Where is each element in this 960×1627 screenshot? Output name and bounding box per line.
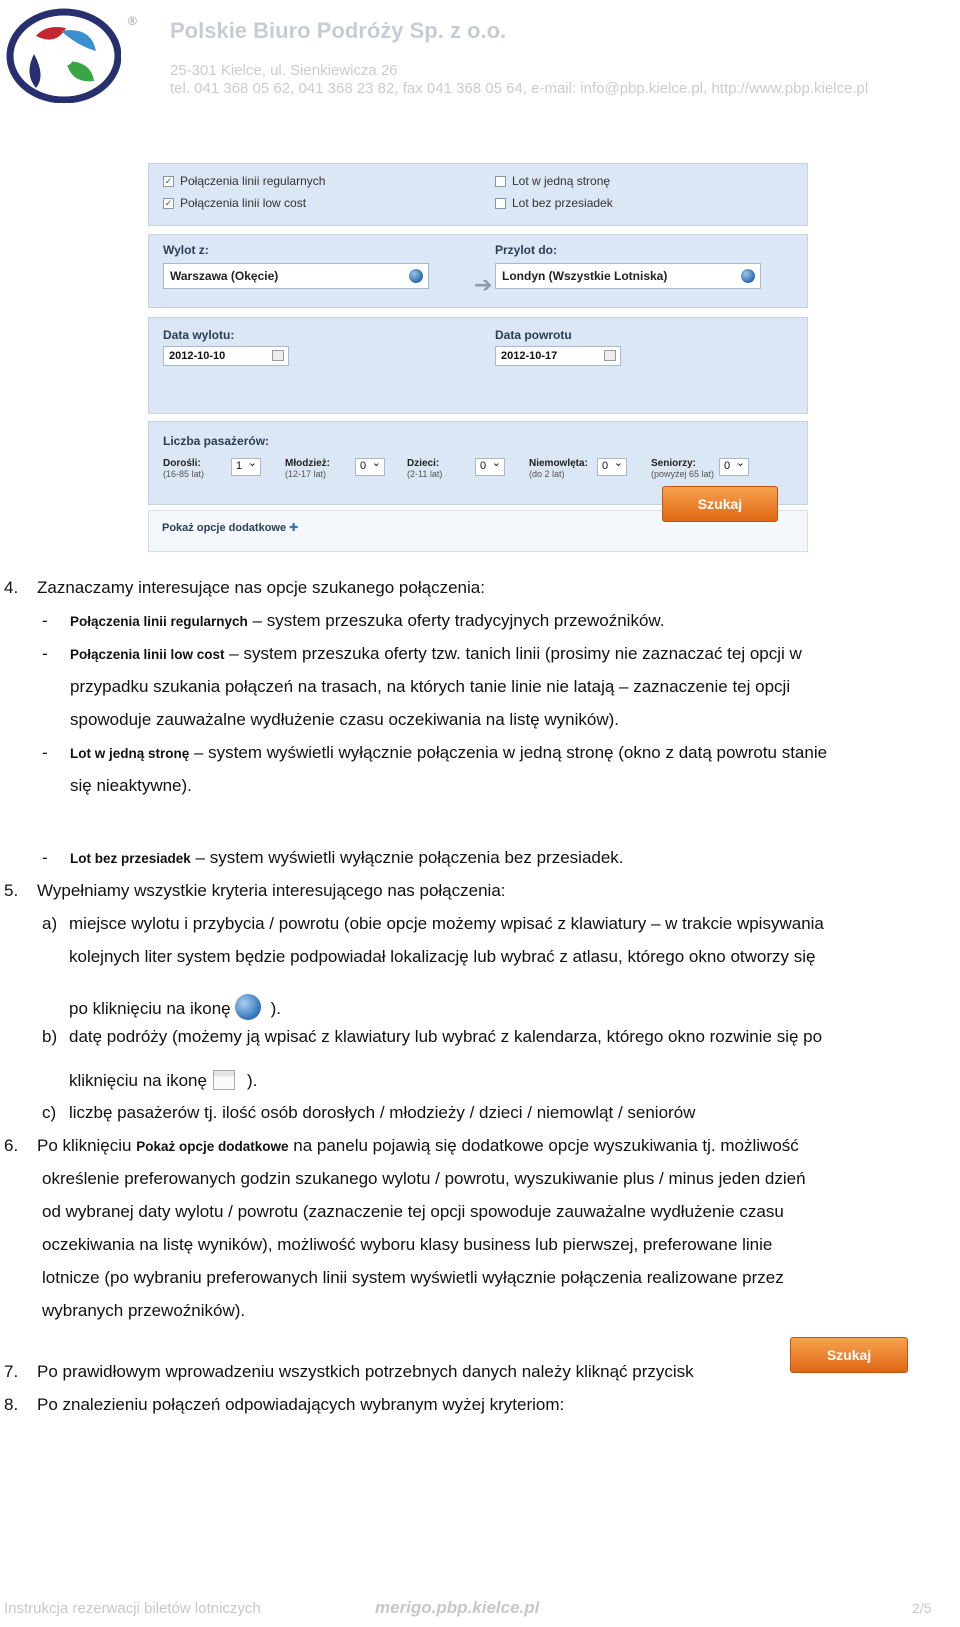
company-contact: tel. 041 368 05 62, 041 368 23 82, fax 041 368 05 64, e-mail: info@pbp.kielce.pl, http://www.pbp.kielce.pl <box>170 80 869 97</box>
page-number: 2/5 <box>912 1600 932 1616</box>
bullet-direct: - Lot bez przesiadek – system wyświetli wyłącznie połączenia bez przesiadek. <box>42 848 624 867</box>
item-b-l2: kliknięciu na ikonę ). <box>69 1071 258 1090</box>
to-input[interactable]: Londyn (Wszystkie Lotniska) <box>495 263 761 289</box>
infants-select[interactable]: 0 ⌄ <box>597 458 627 476</box>
from-input[interactable]: Warszawa (Okęcie) <box>163 263 429 289</box>
step-6-l3: od wybranej daty wylotu / powrotu (zaznaczenie tej opcji spowoduje zauważalne wydłużenie czasu <box>42 1202 784 1221</box>
checkbox-empty-icon <box>495 198 506 209</box>
step-7: 7. Po prawidłowym wprowadzeniu wszystkich potrzebnych danych należy kliknąć przycisk <box>4 1362 694 1381</box>
checkbox-regular-lines[interactable]: ✓ Połączenia linii regularnych <box>164 174 326 188</box>
checkbox-low-cost[interactable]: ✓ Połączenia linii low cost <box>164 196 307 210</box>
step-6-l2: określenie preferowanych godzin szukanego wylotu / powrotu, wyszukiwanie plus / minus jeden dzień <box>42 1169 806 1188</box>
pbp-logo <box>6 6 121 103</box>
bullet-one-way: - Lot w jedną stronę – system wyświetli wyłącznie połączenia w jedną stronę (okno z datą powrotu stanie <box>42 743 828 762</box>
search-button-inline[interactable]: Szukaj <box>790 1337 908 1373</box>
step-6-l5: lotnicze (po wybraniu preferowanych linii system wyświetli wyłącznie połączenia realizowane przez <box>42 1268 784 1287</box>
step-8: 8. Po znalezieniu połączeń odpowiadających wybranym wyżej kryteriom: <box>4 1395 565 1414</box>
item-a-l2: kolejnych liter system będzie podpowiadał lokalizację lub wybrać z atlasu, którego okno otworzy się <box>69 947 816 966</box>
children-label: Dzieci: (2-11 lat) <box>407 458 443 479</box>
company-name: Polskie Biuro Podróży Sp. z o.o. <box>170 18 507 43</box>
company-address: 25-301 Kielce, ul. Sienkiewicza 26 <box>170 62 398 79</box>
checkbox-one-way[interactable]: Lot w jedną stronę <box>495 174 610 188</box>
checkbox-empty-icon <box>495 176 506 187</box>
search-button[interactable]: Szukaj <box>662 486 778 522</box>
registered-mark: ® <box>128 14 137 28</box>
step-4: 4. Zaznaczamy interesujące nas opcje szukanego połączenia: <box>4 578 485 597</box>
step-6-l4: oczekiwania na listę wyników), możliwość wyboru klasy business lub pierwszej, preferowane linie <box>42 1235 773 1254</box>
depart-date-input[interactable]: 2012-10-10 <box>163 346 289 366</box>
item-b: b) datę podróży (możemy ją wpisać z klawiatury lub wybrać z kalendarza, którego okno rozwinie się po <box>42 1027 823 1046</box>
calendar-icon[interactable] <box>272 350 284 361</box>
infants-label: Niemowlęta: (do 2 lat) <box>529 458 588 479</box>
options-panel <box>148 163 808 226</box>
to-label: Przylot do: <box>495 243 557 257</box>
checkbox-checked-icon: ✓ <box>164 197 173 208</box>
adults-select[interactable]: 1 ⌄ <box>231 458 261 476</box>
youth-label: Młodzież: (12-17 lat) <box>285 458 330 479</box>
return-date-input[interactable]: 2012-10-17 <box>495 346 621 366</box>
from-label: Wylot z: <box>163 243 209 257</box>
bullet-one-way-l2: się nieaktywne). <box>70 776 192 795</box>
step-5: 5. Wypełniamy wszystkie kryteria interesującego nas połączenia: <box>4 881 506 900</box>
seniors-label: Seniorzy: (powyżej 65 lat) <box>651 458 715 479</box>
bullet-low-cost: - Połączenia linii low cost – system przeszuka oferty tzw. tanich linii (prosimy nie zaznaczać tej opcji w <box>42 644 802 663</box>
adults-label: Dorośli: (16-85 lat) <box>163 458 205 479</box>
children-select[interactable]: 0 ⌄ <box>475 458 505 476</box>
globe-icon[interactable] <box>409 269 423 283</box>
arrow-right-icon: ➔ <box>474 272 493 297</box>
plus-arrow-icon: ✚ <box>289 522 299 534</box>
dates-panel <box>148 317 808 414</box>
footer-title: Instrukcja rezerwacji biletów lotniczych <box>4 1600 261 1617</box>
item-a-l3: po kliknięciu na ikonę ). <box>69 994 281 1020</box>
item-a: a) miejsce wylotu i przybycia / powrotu (obie opcje możemy wpisać z klawiatury – w trakcie wpisywania <box>42 914 824 933</box>
checkbox-checked-icon: ✓ <box>164 175 173 186</box>
step-6-l6: wybranych przewoźników). <box>42 1301 246 1320</box>
return-label: Data powrotu <box>495 328 572 342</box>
passengers-label: Liczba pasażerów: <box>163 434 270 448</box>
bullet-low-cost-l2: przypadku szukania połączeń na trasach, na których tanie linie nie latają – zaznaczenie tej opcji <box>70 677 791 696</box>
bullet-regular: - Połączenia linii regularnych – system przeszuka oferty tradycyjnych przewoźników. <box>42 611 665 630</box>
seniors-select[interactable]: 0 ⌄ <box>719 458 749 476</box>
bullet-low-cost-l3: spowoduje zauważalne wydłużenie czasu oczekiwania na listę wyników). <box>70 710 620 729</box>
footer-site: merigo.pbp.kielce.pl <box>375 1598 540 1617</box>
youth-select[interactable]: 0 ⌄ <box>355 458 385 476</box>
globe-icon <box>235 994 261 1020</box>
calendar-icon[interactable] <box>604 350 616 361</box>
globe-icon[interactable] <box>741 269 755 283</box>
calendar-icon <box>213 1070 235 1090</box>
depart-label: Data wylotu: <box>163 328 235 342</box>
more-options-link[interactable]: Pokaż opcje dodatkowe ✚ <box>162 522 299 534</box>
checkbox-direct[interactable]: Lot bez przesiadek <box>495 196 613 210</box>
item-c: c) liczbę pasażerów tj. ilość osób dorosłych / młodzieży / dzieci / niemowląt / seniorów <box>42 1103 696 1122</box>
step-6: 6. Po kliknięciu Pokaż opcje dodatkowe na panelu pojawią się dodatkowe opcje wyszukiwania tj. możliwość <box>4 1136 799 1155</box>
